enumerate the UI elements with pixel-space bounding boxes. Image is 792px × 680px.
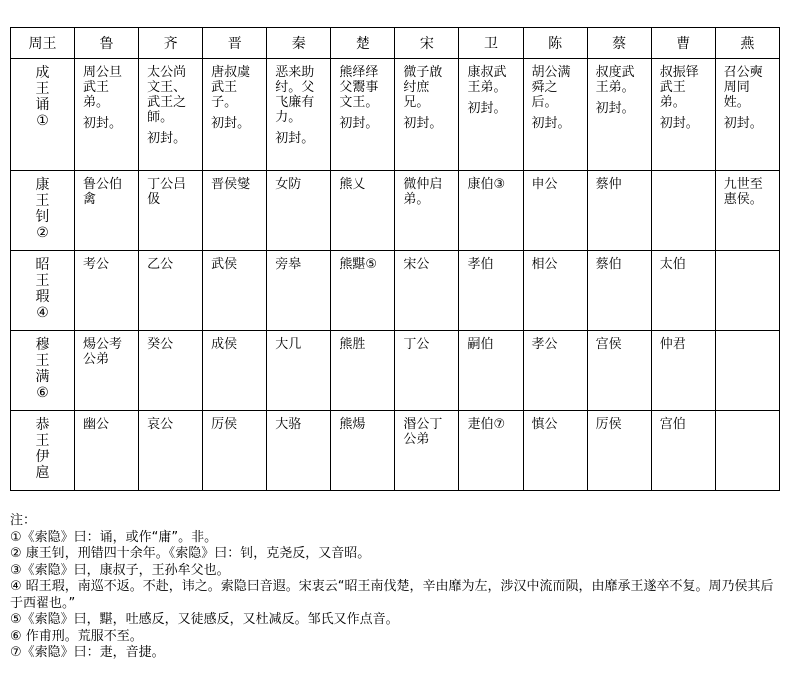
header-cell: 卫 <box>459 28 523 59</box>
ruler-text: 嗣伯 <box>467 337 494 352</box>
cell-content <box>139 411 202 432</box>
ruler-text: 晋侯燮 <box>211 177 251 192</box>
state-cell <box>523 411 587 491</box>
state-cell <box>267 171 331 251</box>
cell-content <box>588 171 651 192</box>
ruler-text: 太伯 <box>659 257 686 272</box>
header-cell: 燕 <box>715 28 779 59</box>
state-cell <box>651 331 715 411</box>
state-cell <box>331 331 395 411</box>
enfeoff-note: 初封。 <box>211 116 251 131</box>
state-cell <box>459 59 523 171</box>
ruler-text: 唐叔虞武王子。 <box>211 65 251 110</box>
cell-content <box>267 411 330 432</box>
state-cell <box>203 411 267 491</box>
cell-content <box>203 331 266 352</box>
ruler-text: 幽公 <box>83 417 110 432</box>
cell-content <box>588 59 651 116</box>
ruler-text: 熊绎绎父鬻事文王。 <box>339 65 379 110</box>
cell-content <box>331 171 394 192</box>
state-cell <box>395 331 459 411</box>
king-cell <box>11 331 75 411</box>
table-row <box>11 251 780 331</box>
state-cell <box>523 59 587 171</box>
ruler-text: 癸公 <box>147 337 174 352</box>
state-cell <box>75 59 139 171</box>
cell-content <box>267 59 330 146</box>
state-cell <box>395 411 459 491</box>
king-name: 康王钊② <box>35 177 50 241</box>
note-item: ①《索隐》曰：诵，或作“庸”。非。 <box>10 529 218 545</box>
table-row <box>11 411 780 491</box>
cell-content <box>139 331 202 352</box>
ruler-text: 召公奭周同姓。 <box>723 65 763 110</box>
state-cell <box>139 171 203 251</box>
feudal-states-table <box>10 27 780 491</box>
ruler-text: 康伯③ <box>467 177 506 192</box>
ruler-text: 相公 <box>531 257 558 272</box>
cell-content <box>588 331 651 352</box>
ruler-text: 大骆 <box>275 417 302 432</box>
cell-content <box>395 59 458 131</box>
ruler-text: 熊乂 <box>339 177 366 192</box>
cell-content <box>459 411 522 432</box>
enfeoff-note: 初封。 <box>275 131 315 146</box>
cell-content <box>459 331 522 352</box>
table-row <box>11 331 780 411</box>
ruler-text: 成侯 <box>211 337 238 352</box>
cell-content <box>716 59 779 131</box>
state-cell <box>139 59 203 171</box>
state-cell <box>203 171 267 251</box>
cell-content <box>716 171 779 207</box>
ruler-text: 熊煬 <box>339 417 366 432</box>
cell-content <box>75 331 138 367</box>
cell-content <box>75 411 138 432</box>
king-cell <box>11 171 75 251</box>
cell-content <box>267 171 330 192</box>
ruler-text: 蔡仲 <box>595 177 622 192</box>
note-item: ③《索隐》曰，康叔子，王孙牟父也。 <box>10 562 230 578</box>
state-cell <box>459 331 523 411</box>
state-cell <box>651 411 715 491</box>
note-item: ⑦《索隐》曰：疌，音捷。 <box>10 645 165 660</box>
state-cell <box>715 59 779 171</box>
ruler-text: 周公旦武王弟。 <box>83 65 123 110</box>
cell-content <box>395 331 458 352</box>
cell-content <box>395 251 458 272</box>
cell-content <box>652 171 715 177</box>
cell-content <box>331 411 394 432</box>
ruler-text: 九世至惠侯。 <box>723 177 763 207</box>
ruler-text: 仲君 <box>659 337 686 352</box>
cell-content <box>588 251 651 272</box>
enfeoff-note: 初封。 <box>83 116 123 131</box>
state-cell <box>139 251 203 331</box>
state-cell <box>651 251 715 331</box>
note-item: ⑤《索隐》曰，黮，吐感反，又徒感反，又杜减反。邹氏又作点音。 <box>10 612 399 627</box>
enfeoff-note: 初封。 <box>467 101 507 116</box>
table-row <box>11 171 780 251</box>
enfeoff-note: 初封。 <box>595 101 635 116</box>
header-cell: 齐 <box>139 28 203 59</box>
state-cell <box>331 59 395 171</box>
state-cell <box>203 251 267 331</box>
state-cell <box>459 251 523 331</box>
ruler-text: 孝伯 <box>467 257 494 272</box>
ruler-text: 考公 <box>83 257 110 272</box>
state-cell <box>75 251 139 331</box>
notes-section <box>10 513 782 662</box>
state-cell <box>651 59 715 171</box>
enfeoff-note: 初封。 <box>147 131 187 146</box>
state-cell <box>331 411 395 491</box>
ruler-text: 叔振铎武王弟。 <box>659 65 699 110</box>
state-cell <box>459 411 523 491</box>
enfeoff-note: 初封。 <box>531 116 571 131</box>
ruler-text: 疌伯⑦ <box>467 417 506 432</box>
cell-content <box>459 251 522 272</box>
cell-content <box>652 59 715 131</box>
ruler-text: 申公 <box>531 177 558 192</box>
state-cell <box>523 251 587 331</box>
ruler-text: 胡公满舜之后。 <box>531 65 571 110</box>
state-cell <box>139 411 203 491</box>
state-cell <box>587 411 651 491</box>
state-cell <box>715 251 779 331</box>
ruler-text: 孝公 <box>531 337 558 352</box>
state-cell <box>523 171 587 251</box>
ruler-text: 熊胜 <box>339 337 366 352</box>
cell-content <box>75 251 138 272</box>
state-cell <box>139 331 203 411</box>
cell-content <box>139 171 202 207</box>
ruler-text: 微子啟纣庶兄。 <box>403 65 443 110</box>
cell-content <box>524 171 587 192</box>
state-cell <box>587 59 651 171</box>
cell-content <box>203 251 266 272</box>
state-cell <box>715 171 779 251</box>
state-cell <box>587 331 651 411</box>
header-cell: 秦 <box>267 28 331 59</box>
cell-content <box>459 171 522 192</box>
enfeoff-note: 初封。 <box>723 116 763 131</box>
king-name: 昭王瑕④ <box>35 257 50 321</box>
cell-content <box>524 331 587 352</box>
ruler-text: 慎公 <box>531 417 558 432</box>
ruler-text: 煬公考公弟 <box>83 337 123 367</box>
ruler-text: 蔡伯 <box>595 257 622 272</box>
header-cell: 蔡 <box>587 28 651 59</box>
ruler-text: 武侯 <box>211 257 238 272</box>
cell-content <box>716 251 779 257</box>
ruler-text: 厉侯 <box>211 417 238 432</box>
ruler-text: 丁公 <box>403 337 430 352</box>
cell-content <box>588 411 651 432</box>
header-cell: 鲁 <box>75 28 139 59</box>
king-cell <box>11 411 75 491</box>
cell-content <box>203 59 266 131</box>
cell-content <box>331 59 394 131</box>
cell-content <box>524 59 587 131</box>
ruler-text: 宋公 <box>403 257 430 272</box>
ruler-text: 叔度武王弟。 <box>595 65 635 95</box>
ruler-text: 大几 <box>275 337 302 352</box>
cell-content <box>524 411 587 432</box>
note-item: ④ 昭王瑕，南巡不返。不赴，讳之。索隐曰音遐。宋衷云“昭王南伐楚，辛由靡为左，涉汉中流而陨，由靡承王遂卒不复。周乃侯其后于西翟也。” <box>10 579 774 611</box>
notes-title: 注： <box>10 513 37 528</box>
cell-content <box>395 411 458 447</box>
note-item: ⑥ 作甫刑。荒服不至。 <box>10 628 143 644</box>
note-item: ② 康王钊，刑错四十余年。《索隐》曰：钊，克尧反，又音昭。 <box>10 546 371 561</box>
cell-content <box>652 251 715 272</box>
cell-content <box>652 331 715 352</box>
ruler-text: 宫伯 <box>659 417 686 432</box>
cell-content <box>652 411 715 432</box>
cell-content <box>75 59 138 131</box>
ruler-text: 熊黮⑤ <box>339 257 377 272</box>
ruler-text: 恶来助纣。父飞廉有力。 <box>275 65 315 125</box>
state-cell <box>203 59 267 171</box>
state-cell <box>75 411 139 491</box>
table-row <box>11 59 780 171</box>
header-cell: 周王 <box>11 28 75 59</box>
ruler-text: 厉侯 <box>595 417 622 432</box>
ruler-text: 康叔武王弟。 <box>467 65 507 95</box>
state-cell <box>395 59 459 171</box>
king-cell <box>11 59 75 171</box>
cell-content <box>203 171 266 192</box>
state-cell <box>587 251 651 331</box>
cell-content <box>716 331 779 337</box>
state-cell <box>267 331 331 411</box>
ruler-text: 丁公吕伋 <box>147 177 187 207</box>
state-cell <box>395 171 459 251</box>
ruler-text: 乙公 <box>147 257 174 272</box>
state-cell <box>459 171 523 251</box>
header-cell: 宋 <box>395 28 459 59</box>
state-cell <box>523 331 587 411</box>
state-cell <box>715 411 779 491</box>
state-cell <box>203 331 267 411</box>
ruler-text: 旁皋 <box>275 257 302 272</box>
header-row <box>11 28 780 59</box>
state-cell <box>267 411 331 491</box>
cell-content <box>524 251 587 272</box>
king-name: 恭王伊扈 <box>35 417 50 481</box>
cell-content <box>459 59 522 116</box>
cell-content <box>331 331 394 352</box>
ruler-text: 哀公 <box>147 417 174 432</box>
state-cell <box>587 171 651 251</box>
state-cell <box>331 171 395 251</box>
ruler-text: 太公尚文王、武王之師。 <box>147 65 187 125</box>
cell-content <box>203 411 266 432</box>
header-cell: 楚 <box>331 28 395 59</box>
king-name: 穆王满⑥ <box>35 337 50 401</box>
enfeoff-note: 初封。 <box>339 116 379 131</box>
cell-content <box>331 251 394 272</box>
ruler-text: 宫侯 <box>595 337 622 352</box>
state-cell <box>651 171 715 251</box>
cell-content <box>75 171 138 207</box>
state-cell <box>75 331 139 411</box>
ruler-text: 鲁公伯禽 <box>83 177 123 207</box>
cell-content <box>139 59 202 146</box>
ruler-text: 女防 <box>275 177 302 192</box>
state-cell <box>331 251 395 331</box>
state-cell <box>267 251 331 331</box>
state-cell <box>715 331 779 411</box>
ruler-text: 湣公丁公弟 <box>403 417 443 447</box>
state-cell <box>267 59 331 171</box>
enfeoff-note: 初封。 <box>659 116 699 131</box>
king-name: 成王诵① <box>35 65 50 129</box>
cell-content <box>267 251 330 272</box>
header-cell: 晋 <box>203 28 267 59</box>
header-cell: 陈 <box>523 28 587 59</box>
cell-content <box>395 171 458 207</box>
cell-content <box>139 251 202 272</box>
header-cell: 曹 <box>651 28 715 59</box>
state-cell <box>75 171 139 251</box>
cell-content <box>267 331 330 352</box>
cell-content <box>716 411 779 417</box>
king-cell <box>11 251 75 331</box>
ruler-text: 微仲启弟。 <box>403 177 443 207</box>
enfeoff-note: 初封。 <box>403 116 443 131</box>
state-cell <box>395 251 459 331</box>
